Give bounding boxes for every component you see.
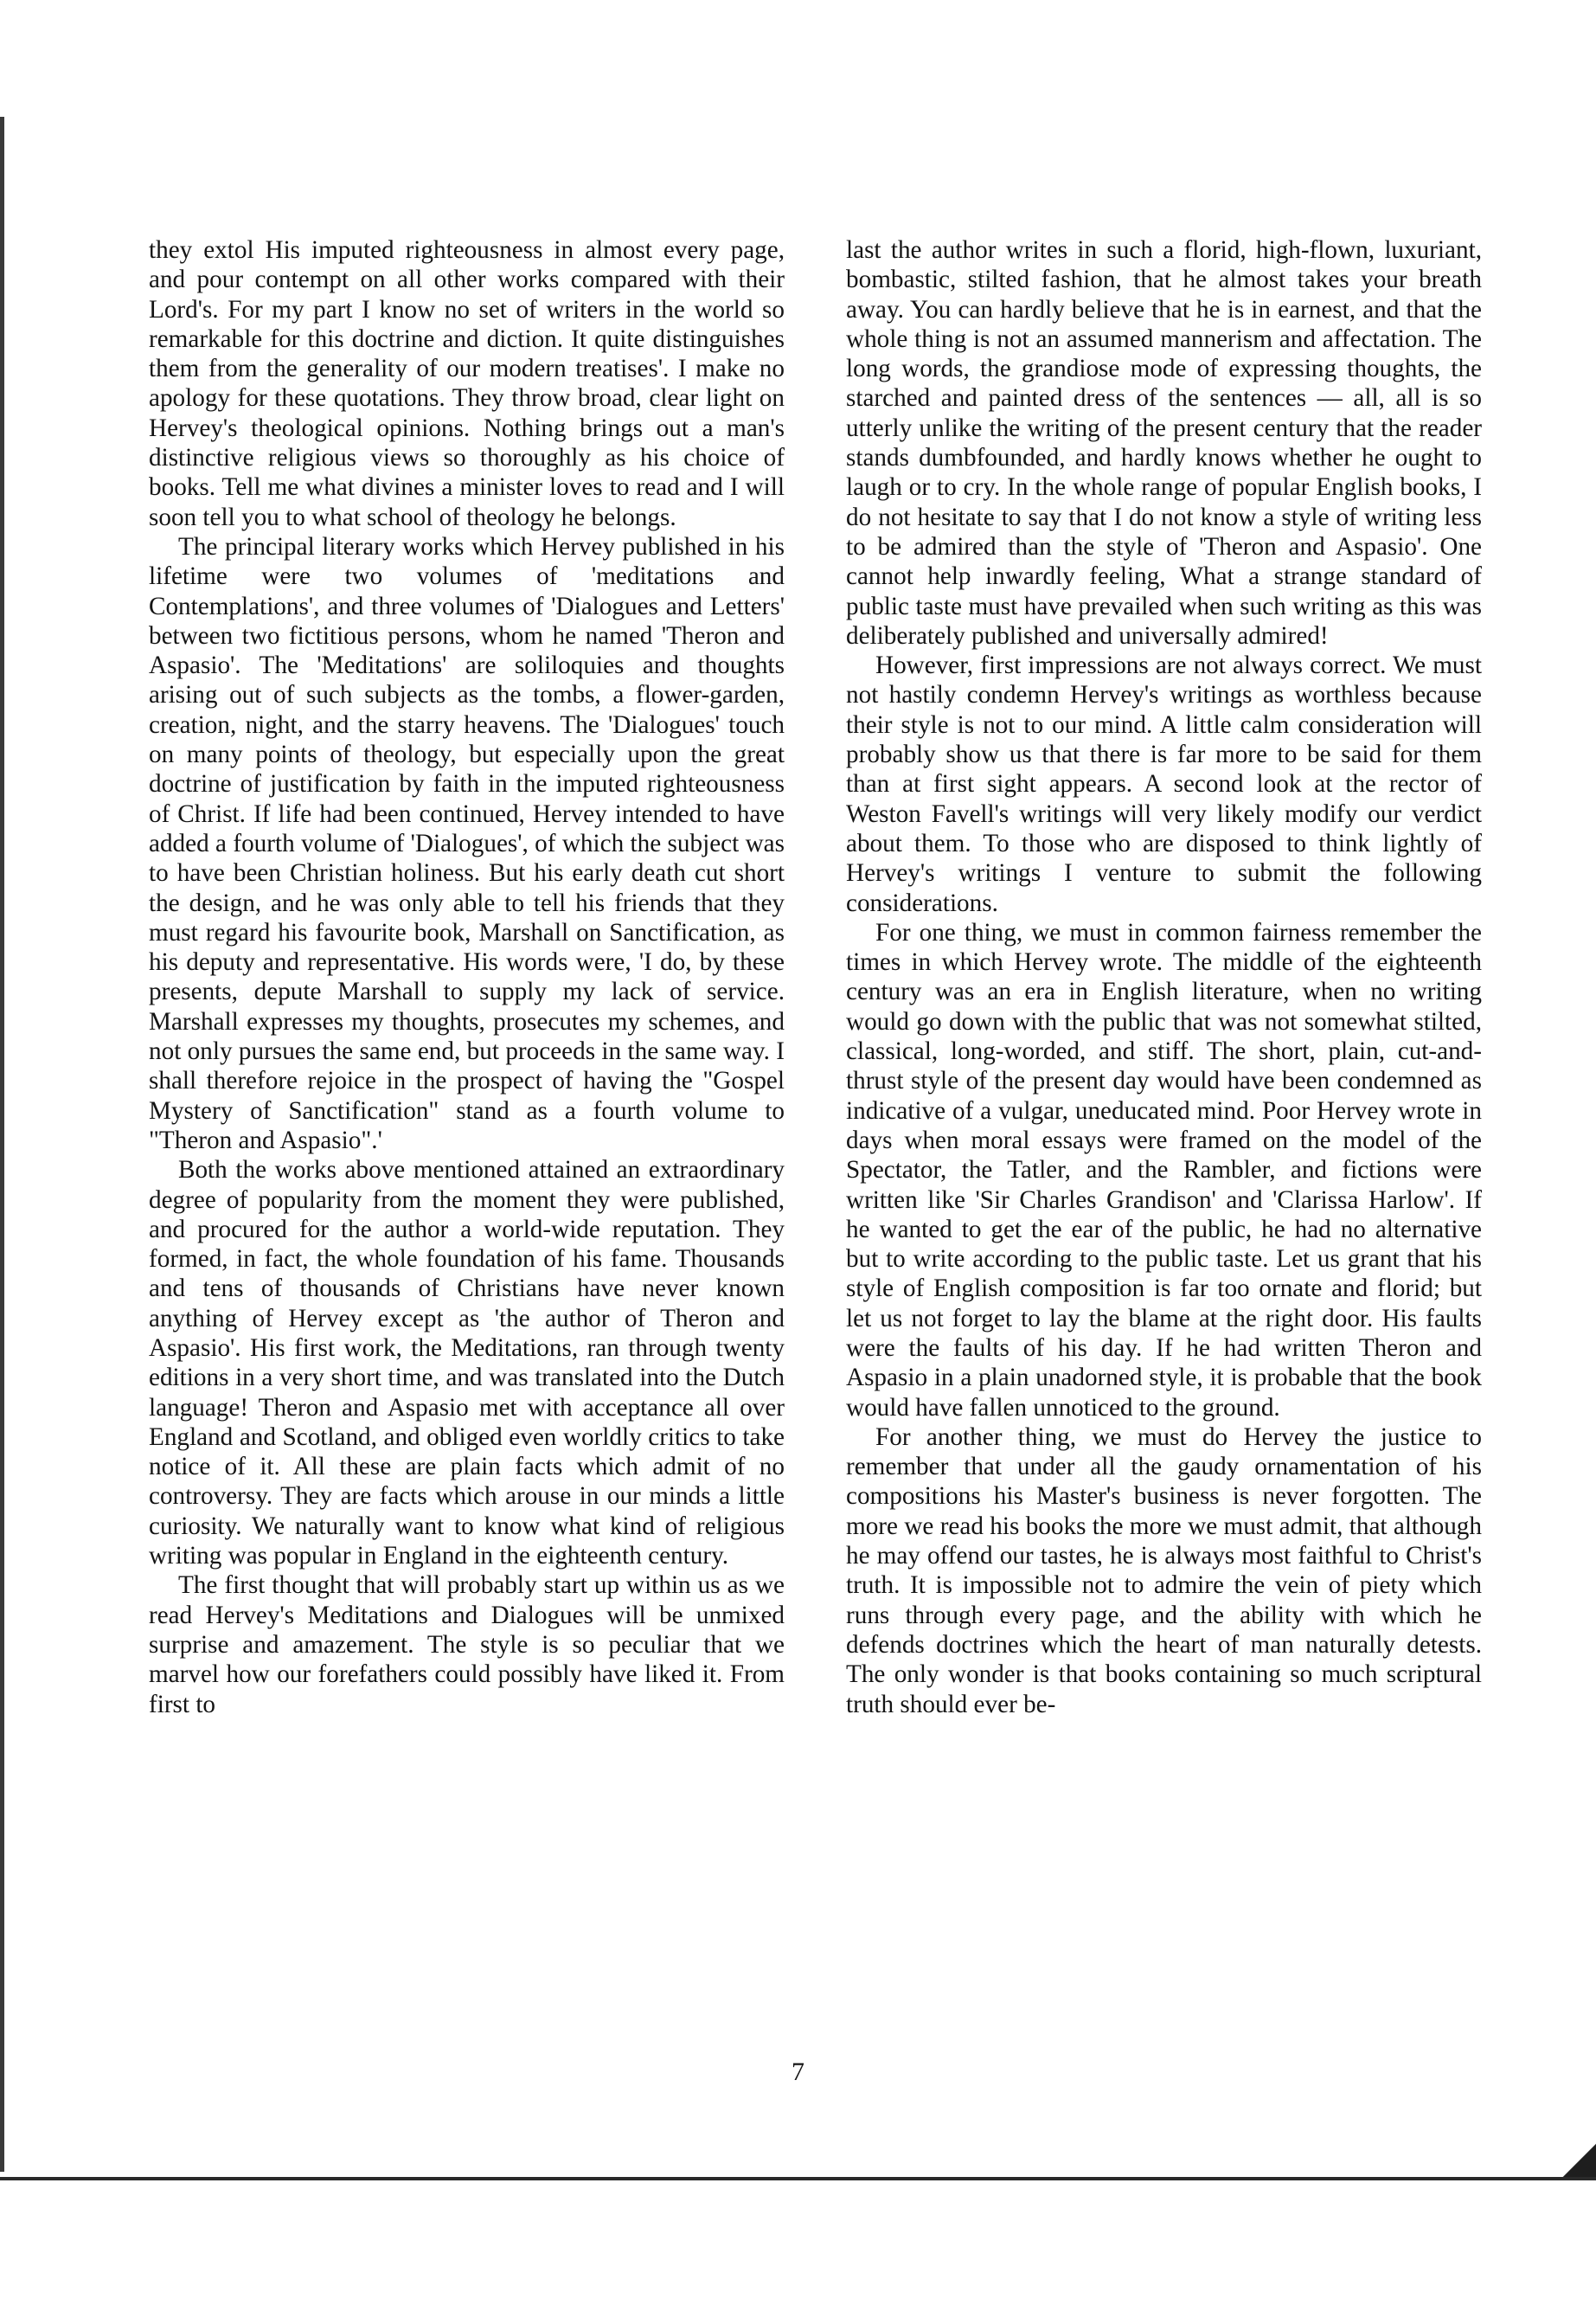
- left-text-column: [149, 235, 785, 1719]
- paragraph: However, first impressions are not always correct. We must not hastily condemn Hervey's writings as worthless because their style is not to our mind. A little calm consideration will probably show us that there is far more to be said for them than at first sight appears. A second look at the rector of Weston Favell's writings will very likely modify our verdict about them. To those who are disposed to think lightly of Hervey's writings I venture to submit the following considerations.: [846, 652, 1482, 917]
- paragraph: Both the works above mentioned attained an extraordinary degree of popularity from the moment they were published, and procured for the author a world-wide reputation. They formed, in fact, the whole foundation of his fame. Thousands and tens of thousands of Christians have never known anything of Hervey except as 'the author of Theron and Aspasio'. His first work, the Meditations, ran through twenty editions in a very short time, and was translated into the Dutch language! Theron and Aspasio met with acceptance all over England and Scotland, and obliged even worldly critics to take notice of it. All these are plain facts which admit of no controversy. They are facts which arouse in our minds a little curiosity. We naturally want to know what kind of religious writing was popular in England in the eighteenth century.: [149, 1156, 785, 1570]
- paragraph: last the author writes in such a florid, high-flown, luxuriant, bombastic, stilted fashion, that he almost takes your breath away. You can hardly believe that he is in earnest, and that the whole thing is not an assumed mannerism and affectation. The long words, the grandiose mode of expressing thoughts, the starched and painted dress of the sentences — all, all is so utterly unlike the writing of the present century that the reader stands dumbfounded, and hardly knows whether he ought to laugh or to cry. In the whole range of popular English books, I do not hesitate to say that I do not know a style of writing less to be admired than the style of 'Theron and Aspasio'. One cannot help inwardly feeling, What a strange standard of public taste must have prevailed when such writing as this was deliberately published and universally admired!: [846, 236, 1482, 650]
- paragraph: For one thing, we must in common fairness remember the times in which Hervey wrote. The middle of the eighteenth century was an era in English literature, when no writing would go down with the public that was not somewhat stilted, classical, long-worded, and stiff. The short, plain, cut-and-thrust style of the present day would have been condemned as indicative of a vulgar, uneducated mind. Poor Hervey wrote in days when moral essays were framed on the model of the Spectator, the Tatler, and the Rambler, and fictions were written like 'Sir Charles Grandison' and 'Clarissa Harlow'. If he wanted to get the ear of the public, he had no alternative but to write according to the public taste. Let us grant that his style of English composition is far too ornate and florid; but let us not forget to lay the blame at the right door. His faults were the faults of his day. If he had written Theron and Aspasio in a plain unadorned style, it is probable that the book would have fallen unnoticed to the ground.: [846, 918, 1482, 1422]
- scan-bottom-edge: [0, 2177, 1596, 2305]
- paragraph: The first thought that will probably start up within us as we read Hervey's Meditations and Dialogues will be unmixed surprise and amazement. The style is so peculiar that we marvel how our forefathers could possibly have liked it. From first to: [149, 1571, 785, 1718]
- paragraph: The principal literary works which Hervey published in his lifetime were two volumes of 'meditations and Contemplations', and three volumes of 'Dialogues and Letters' between two fictitious persons, whom he named 'Theron and Aspasio'. The 'Meditations' are soliloquies and thoughts arising out of such subjects as the tombs, a flower-garden, creation, night, and the starry heavens. The 'Dialogues' touch on many points of theology, but especially upon the great doctrine of justification by faith in the imputed righteousness of Christ. If life had been continued, Hervey intended to have added a fourth volume of 'Dialogues', of which the subject was to have been Christian holiness. But his early death cut short the design, and he was only able to tell his friends that they must regard his favourite book, Marshall on Sanctification, as his deputy and representative. His words were, 'I do, by these presents, depute Marshall to supply my lack of service. Marshall expresses my thoughts, prosecutes my schemes, and not only pursues the same end, but proceeds in the same way. I shall therefore rejoice in the prospect of having the "Gospel Mystery of Sanctification" stand as a fourth volume to "Theron and Aspasio".': [149, 532, 785, 1154]
- page-number: 7: [792, 2058, 804, 2086]
- paragraph: they extol His imputed righteousness in almost every page, and pour contempt on all other works compared with their Lord's. For my part I know no set of writers in the world so remarkable for this doctrine and diction. It quite distinguishes them from the generality of our modern treatises'. I make no apology for these quotations. They throw broad, clear light on Hervey's theological opinions. Nothing brings out a man's distinctive religious views so thoroughly as his choice of books. Tell me what divines a minister loves to read and I will soon tell you to what school of theology he belongs.: [149, 236, 785, 531]
- scan-corner-mark: [1557, 2137, 1596, 2180]
- scan-top-margin: [0, 0, 1596, 117]
- right-text-column: [846, 235, 1482, 1719]
- scan-left-edge: [0, 117, 4, 2172]
- paragraph: For another thing, we must do Hervey the justice to remember that under all the gaudy ornamentation of his compositions his Master's business is never forgotten. The more we read his books the more we must admit, that although he may offend our tastes, he is always most faithful to Christ's truth. It is impossible not to admire the vein of piety which runs through every page, and the ability with which he defends doctrines which the heart of man naturally detests. The only wonder is that books containing so much scriptural truth should ever be-: [846, 1422, 1482, 1718]
